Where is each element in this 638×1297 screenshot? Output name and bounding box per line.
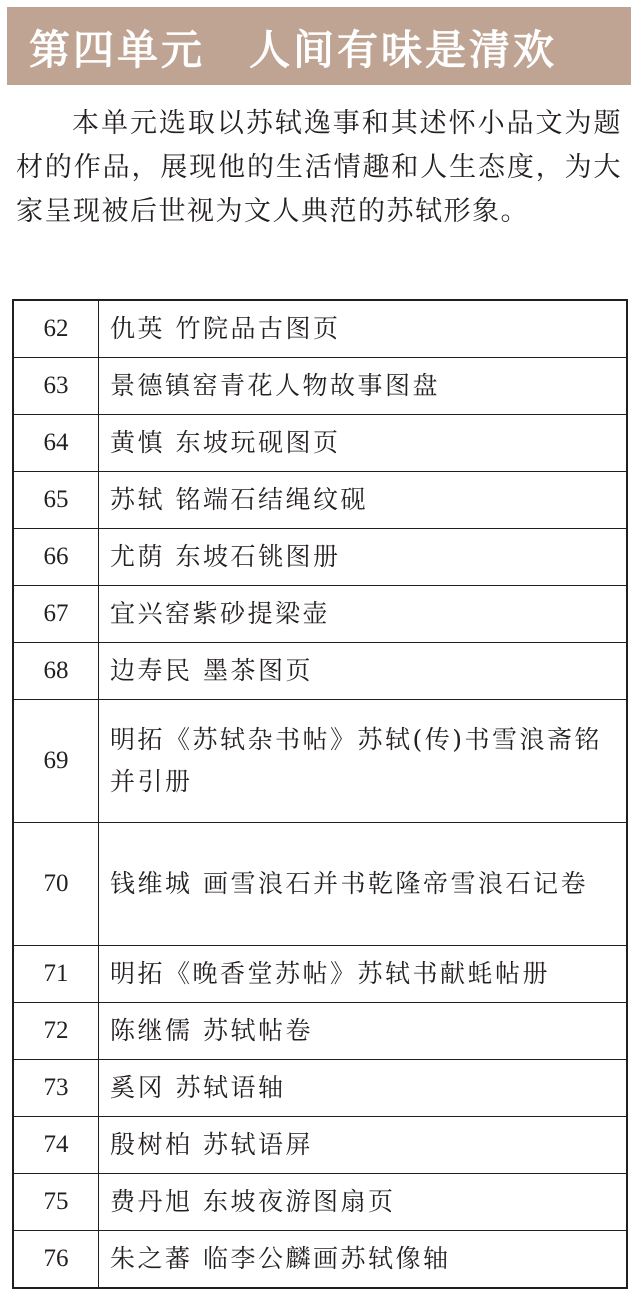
item-title: 尤荫 东坡石铫图册 [99,529,627,586]
item-title: 陈继儒 苏轼帖卷 [99,1003,627,1060]
table-row [14,301,626,358]
item-title: 费丹旭 东坡夜游图扇页 [99,1174,627,1231]
item-title: 边寿民 墨茶图页 [99,643,627,700]
table-row [14,643,626,700]
exhibit-table [12,299,628,1289]
item-number: 63 [14,358,99,415]
item-number: 76 [14,1231,99,1288]
unit-label: 第四单元 [29,25,205,74]
item-title: 殷树柏 苏轼语屏 [99,1117,627,1174]
table-row [14,1117,626,1174]
item-number: 72 [14,1003,99,1060]
item-number: 71 [14,946,99,1003]
item-number: 73 [14,1060,99,1117]
item-title: 钱维城 画雪浪石并书乾隆帝雪浪石记卷 [99,823,627,946]
item-title: 黄慎 东坡玩砚图页 [99,415,627,472]
item-number: 67 [14,586,99,643]
item-number: 74 [14,1117,99,1174]
table-row [14,1231,626,1288]
table-row [14,1060,626,1117]
table-row [14,415,626,472]
intro-paragraph: 本单元选取以苏轼逸事和其述怀小品文为题材的作品，展现他的生活情趣和人生态度，为大家呈现被后世视为文人典范的苏轼形象。 [16,108,622,227]
table-row [14,823,626,946]
unit-title: 人间有味是清欢 [249,25,557,74]
item-number: 64 [14,415,99,472]
item-title: 明拓《晚香堂苏帖》苏轼书献蚝帖册 [99,946,627,1003]
table-row [14,946,626,1003]
item-title: 仇英 竹院品古图页 [99,301,627,358]
item-number: 66 [14,529,99,586]
item-number: 70 [14,823,99,946]
table-row [14,472,626,529]
item-title: 明拓《苏轼杂书帖》苏轼(传)书雪浪斋铭并引册 [99,700,627,823]
item-number: 69 [14,700,99,823]
item-number: 68 [14,643,99,700]
table-row [14,358,626,415]
table-row [14,1003,626,1060]
item-title: 朱之蕃 临李公麟画苏轼像轴 [99,1231,627,1288]
table-row [14,700,626,823]
table-row [14,1174,626,1231]
item-title: 苏轼 铭端石结绳纹砚 [99,472,627,529]
item-number: 65 [14,472,99,529]
table-row [14,529,626,586]
unit-header [7,7,631,85]
table-row [14,586,626,643]
item-number: 75 [14,1174,99,1231]
item-title: 奚冈 苏轼语轴 [99,1060,627,1117]
item-title: 景德镇窑青花人物故事图盘 [99,358,627,415]
item-number: 62 [14,301,99,358]
item-title: 宜兴窑紫砂提梁壶 [99,586,627,643]
